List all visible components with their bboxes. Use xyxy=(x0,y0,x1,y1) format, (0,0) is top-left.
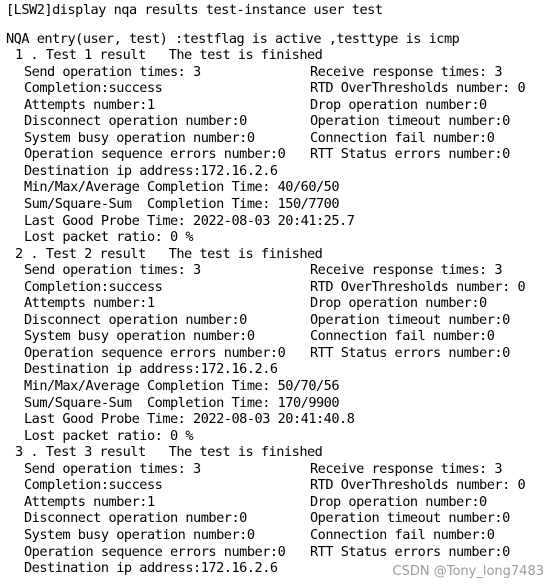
result-line: Last Good Probe Time: 2022-08-03 20:41:25.7 xyxy=(24,212,355,229)
result-field: Operation sequence errors number:0 xyxy=(24,344,286,361)
result-field: Completion:success xyxy=(24,80,163,97)
result-row xyxy=(6,97,554,114)
result-field: Operation sequence errors number:0 xyxy=(24,543,286,560)
result-field: Drop operation number:0 xyxy=(310,295,487,312)
test-result-block-3 xyxy=(6,444,554,576)
result-field: RTT Status errors number:0 xyxy=(310,146,510,163)
result-row xyxy=(6,262,554,279)
result-row xyxy=(6,494,554,511)
blank-line xyxy=(6,19,554,31)
result-field: RTT Status errors number:0 xyxy=(310,543,510,560)
result-field: System busy operation number:0 xyxy=(24,129,255,146)
result-row xyxy=(6,345,554,362)
result-line: Sum/Square-Sum Completion Time: 150/7700 xyxy=(24,196,340,213)
result-field: Attempts number:1 xyxy=(24,295,155,312)
result-field: Operation timeout number:0 xyxy=(310,113,510,130)
result-row xyxy=(6,130,554,147)
result-row xyxy=(6,312,554,329)
command-line: [LSW2]display nqa results test-instance user test xyxy=(6,2,383,18)
result-line: Sum/Square-Sum Completion Time: 170/9900 xyxy=(24,394,340,411)
result-field: Connection fail number:0 xyxy=(310,526,495,543)
test-title: 1 . Test 1 result The test is finished xyxy=(15,47,323,64)
result-line: Destination ip address:172.16.2.6 xyxy=(24,162,278,179)
result-field: Disconnect operation number:0 xyxy=(24,113,247,130)
result-row xyxy=(6,328,554,345)
result-row xyxy=(6,279,554,296)
result-field: RTT Status errors number:0 xyxy=(310,344,510,361)
test-title: 2 . Test 2 result The test is finished xyxy=(15,245,323,262)
result-field: Attempts number:1 xyxy=(24,96,155,113)
result-row xyxy=(6,64,554,81)
result-row xyxy=(6,477,554,494)
result-field: RTD OverThresholds number: 0 xyxy=(310,477,526,494)
result-field: Receive response times: 3 xyxy=(310,262,503,279)
result-row xyxy=(6,544,554,561)
result-line: Min/Max/Average Completion Time: 50/70/56 xyxy=(24,378,340,395)
result-line: Destination ip address:172.16.2.6 xyxy=(24,560,278,577)
result-field: Disconnect operation number:0 xyxy=(24,311,247,328)
terminal-output xyxy=(6,2,554,577)
result-field: Disconnect operation number:0 xyxy=(24,510,247,527)
result-line: Min/Max/Average Completion Time: 40/60/50 xyxy=(24,179,340,196)
result-field: System busy operation number:0 xyxy=(24,328,255,345)
result-field: Receive response times: 3 xyxy=(310,63,503,80)
result-field: RTD OverThresholds number: 0 xyxy=(310,278,526,295)
result-line: Lost packet ratio: 0 % xyxy=(24,229,194,246)
result-field: Connection fail number:0 xyxy=(310,129,495,146)
result-field: Send operation times: 3 xyxy=(24,460,201,477)
result-row xyxy=(6,527,554,544)
result-field: Send operation times: 3 xyxy=(24,63,201,80)
result-row xyxy=(6,113,554,130)
result-row xyxy=(6,510,554,527)
result-field: Connection fail number:0 xyxy=(310,328,495,345)
result-row xyxy=(6,461,554,478)
result-field: Operation timeout number:0 xyxy=(310,510,510,527)
result-row xyxy=(6,80,554,97)
result-line: Last Good Probe Time: 2022-08-03 20:41:40.8 xyxy=(24,411,355,428)
nqa-entry-header: NQA entry(user, test) :testflag is active ,testtype is icmp xyxy=(6,30,460,47)
result-field: Send operation times: 3 xyxy=(24,262,201,279)
result-field: Completion:success xyxy=(24,477,163,494)
result-row xyxy=(6,146,554,163)
result-field: Drop operation number:0 xyxy=(310,96,487,113)
result-line: Destination ip address:172.16.2.6 xyxy=(24,361,278,378)
result-field: Receive response times: 3 xyxy=(310,460,503,477)
result-field: Drop operation number:0 xyxy=(310,493,487,510)
result-field: Attempts number:1 xyxy=(24,493,155,510)
watermark-text: CSDN @Tony_long7483 xyxy=(392,564,544,579)
result-field: System busy operation number:0 xyxy=(24,526,255,543)
result-field: Operation sequence errors number:0 xyxy=(24,146,286,163)
test-result-block-1 xyxy=(6,47,554,246)
result-field: Completion:success xyxy=(24,278,163,295)
result-line: Lost packet ratio: 0 % xyxy=(24,427,194,444)
result-row xyxy=(6,295,554,312)
result-field: Operation timeout number:0 xyxy=(310,311,510,328)
test-title: 3 . Test 3 result The test is finished xyxy=(15,444,323,461)
result-field: RTD OverThresholds number: 0 xyxy=(310,80,526,97)
test-result-block-2 xyxy=(6,246,554,445)
